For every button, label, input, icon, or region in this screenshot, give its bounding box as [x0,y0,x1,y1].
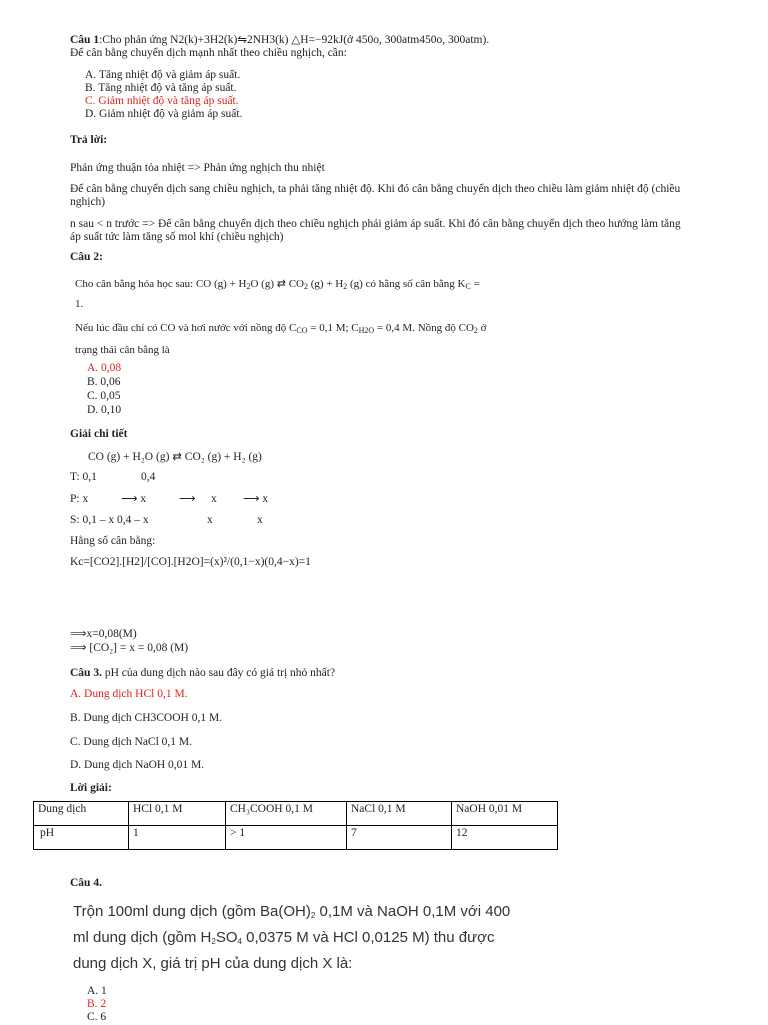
q2-row-p-x3: x [211,493,217,505]
q3-solution-heading: Lời giải: [70,782,112,794]
q2-row-s-x3: x [207,514,213,526]
q1-answer-line1: Phản ứng thuận tỏa nhiệt => Phản ứng nghịch thu nhiệt [70,162,325,174]
q2-kc-heading: Hằng số cân bằng: [70,535,156,547]
q2-option-a: A. 0,08 [87,362,122,374]
q3-label: Câu 3. [70,667,102,679]
q2-row-p-arrow1: ⟶ x [121,493,147,505]
q2-detail-heading: Giải chi tiết [70,428,128,440]
q1-answer-line2b: nghịch) [70,196,106,208]
q1-stem-line2: Để cân bằng chuyển dịch mạnh nhất theo chiều nghịch, cần: [70,47,347,59]
table-cell: HCl 0,1 M [129,802,226,826]
q2-row-t-value2: 0,4 [141,471,156,483]
q4-label: Câu 4. [70,877,102,889]
q2-stem-line1b: 1. [75,298,84,310]
table-cell: Dung dịch [34,802,129,826]
q1-answer-line2a: Để cân bằng chuyển dịch sang chiều nghịch, ta phải tăng nhiệt độ. Khi đó cân bằng chuyển dịch theo chiều làm giảm nhiệt độ (chiều [70,183,681,195]
table-cell: CH₃COOH 0,1 M [226,802,347,826]
q1-stem: Câu 1:Cho phản ứng N2(k)+3H2(k)⇋2NH3(k) △H=−92kJ(ở 450o, 300atm450o, 300atm). [70,34,490,46]
q2-row-p-label: P: x [70,493,89,505]
q3-option-a: A. Dung dịch HCl 0,1 M. [70,688,188,700]
q2-row-s-x4: x [257,514,263,526]
q2-result-co2: ⟹ [CO₂] = x = 0,08 (M) [70,642,189,654]
q2-row-t-label: T: 0,1 [70,471,97,483]
q2-option-d: D. 0,10 [87,404,122,416]
table-cell: 7 [347,826,452,850]
ph-table [33,801,558,850]
q1-label: Câu 1 [70,34,100,46]
q2-result-x: ⟹x=0,08(M) [70,628,137,640]
q2-option-b: B. 0,06 [87,376,121,388]
table-cell: 1 [129,826,226,850]
table-header-row [34,802,558,826]
q3-option-b: B. Dung dịch CH3COOH 0,1 M. [70,712,223,724]
q2-label: Câu 2: [70,251,103,263]
q4-option-b: B. 2 [87,998,107,1010]
q2-stem-line2: Nếu lúc đầu chỉ có CO và hơi nước với nồng độ $C_{CO} = 0,1$ M; $C_{H2O} = 0,4$ M. Nồng độ $CO_2$ ở [75,322,487,335]
q2-row-p-arrow2: ⟶ [179,493,196,505]
q1-option-a: A. Tăng nhiệt độ và giảm áp suất. [85,69,241,81]
q2-row-s-label: S: 0,1 – x 0,4 – x [70,514,149,526]
q1-option-b: B. Tăng nhiệt độ và tăng áp suất. [85,82,237,94]
q1-option-d: D. Giảm nhiệt độ và giảm áp suất. [85,108,243,120]
table-cell: 12 [452,826,558,850]
q4-stem-line3: dung dịch X, giá trị pH của dung dịch X là: [73,955,353,972]
q1-answer-line3b: áp suất tức làm tăng số mol khí (chiều nghịch) [70,231,284,243]
table-cell: pH [34,826,129,850]
q1-option-c: C. Giảm nhiệt độ và tăng áp suất. [85,95,239,107]
table-cell: NaCl 0,1 M [347,802,452,826]
table-cell: > 1 [226,826,347,850]
q2-stem-line1: Cho cân bằng hóa học sau: CO $(g) + H_2O$ (g) ⇄ $CO_2$ $(g) + H_2$ (g) có hằng số cân bằng $K_C$ = [75,278,480,291]
q3-stem: Câu 3. pH của dung dịch nào sau đây có giá trị nhỏ nhất? [70,667,336,679]
table-row [34,826,558,850]
q1-answer-line3a: n sau < n trước => Để cân bằng chuyển dịch theo chiều nghịch phải giảm áp suất. Khi đó cân bằng chuyển dịch theo hướng làm tăng [70,218,681,230]
q4-stem-line1: Trộn 100ml dung dịch (gồm $Ba(OH)_2$ 0,1M và NaOH 0,1M với 400 [73,903,511,920]
q4-option-a: A. 1 [87,985,107,997]
q3-option-c: C. Dung dịch NaCl 0,1 M. [70,736,193,748]
q4-stem-line2: ml dung dịch (gồm $H_2SO_4$ 0,0375 M và HCl 0,0125 M) thu được [73,929,495,946]
q2-row-p-arrow3: ⟶ x [243,493,269,505]
q1-answer-heading: Trả lời: [70,134,108,146]
q4-option-c: C. 6 [87,1011,107,1023]
q2-option-c: C. 0,05 [87,390,121,402]
table-cell: NaOH 0,01 M [452,802,558,826]
q3-option-d: D. Dung dịch NaOH 0,01 M. [70,759,205,771]
q2-stem-line3: trạng thái cân bằng là [75,344,170,356]
q2-kc-formula: Kc=[CO2].[H2]/[CO].[H2O]=(x)²/(0,1−x)(0,4−x)=1 [70,556,311,568]
q2-equation: CO (g) + H₂O (g) ⇄ CO₂ (g) + H₂ (g) [88,451,262,463]
